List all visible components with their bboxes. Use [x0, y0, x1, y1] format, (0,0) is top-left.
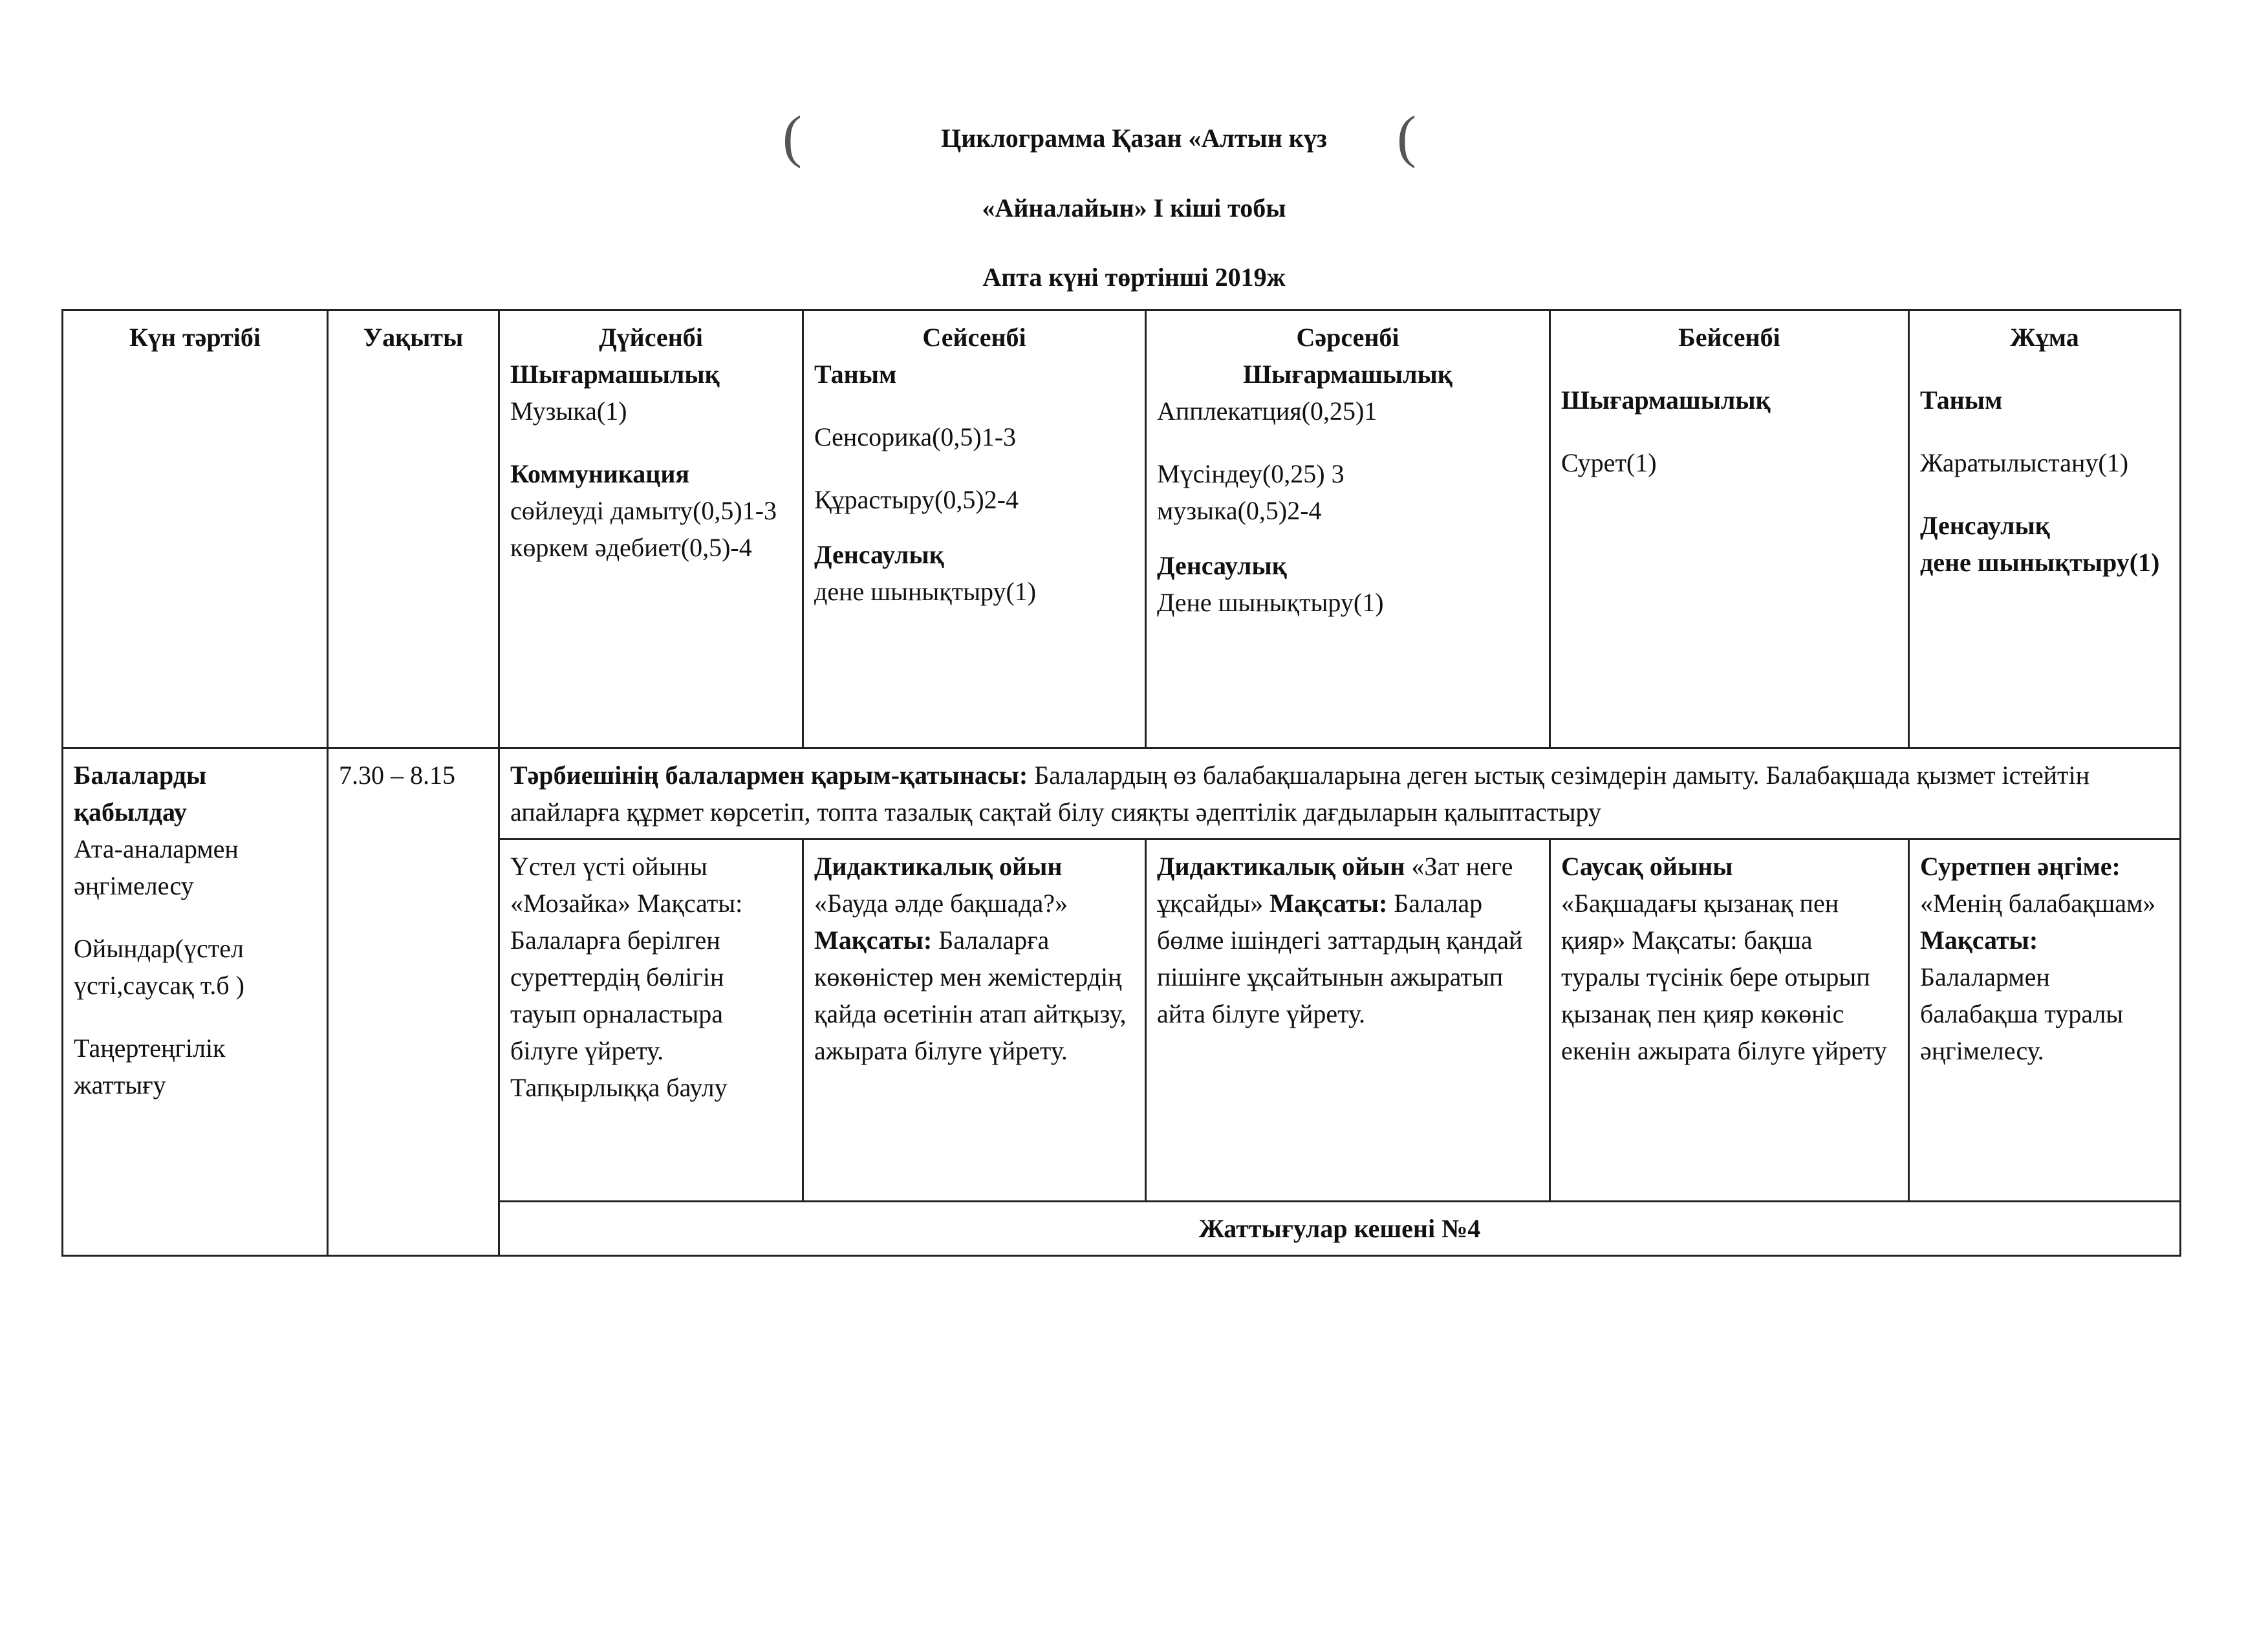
thursday-goal: Мақсаты: бақша туралы түсінік бере отырып қызанақ пен қияр көкөніс екенін ажырата білуге үйрету	[1561, 926, 1887, 1065]
tuesday-goal-label: Мақсаты:	[814, 926, 933, 955]
tuesday-goal: Балаларға көкөністер мен жемістердің қайда өсетінін атап айтқызу, ажырата білуге үйрету.	[814, 926, 1127, 1065]
communication-cell	[499, 748, 2181, 839]
header-time: Уақыты	[328, 310, 499, 748]
wednesday-sub-1: Апплекатция(0,25)1	[1157, 396, 1377, 426]
monday-sub-2: сөйлеуді дамыту(0,5)1-3	[510, 496, 777, 525]
tuesday-sub-2: Құрастыру(0,5)2-4	[814, 485, 1019, 514]
title-line-2: «Айналайын» І кіші тобы	[982, 193, 1286, 222]
thursday-day: Бейсенбі	[1678, 323, 1780, 352]
monday-area-1: Шығармашылық	[510, 360, 720, 389]
header-regime: Күн тәртібі	[63, 310, 328, 748]
tuesday-area-2: Денсаулық	[814, 540, 944, 569]
reception-item-1: Ата-аналармен әңгімелесу	[74, 834, 239, 900]
communication-text: Балалардың өз балабақшаларына деген ыстық сезімдерін дамыту. Балабақшада қызмет істейтін апайларға құрмет көрсетіп, топта тазалық сақтай білу сияқты әдептілік дағдыларын қалыптастыру	[510, 761, 2090, 827]
communication-label: Тәрбиешінің балалармен қарым-қатынасы:	[510, 761, 1028, 790]
wednesday-goal: Балалар бөлме ішіндегі заттардың қандай пішінге ұқсайтынын ажыратып айта білуге үйрету.	[1157, 889, 1523, 1028]
exercise-complex: Жаттығулар кешені №4	[499, 1202, 2181, 1256]
wednesday-area-1: Шығармашылық	[1243, 360, 1453, 389]
wednesday-sub-2: Мүсіндеу(0,25) 3	[1157, 459, 1345, 488]
monday-area-2: Коммуникация	[510, 459, 690, 488]
tuesday-sub-1: Сенсорика(0,5)1-3	[814, 422, 1017, 451]
wednesday-sub-4: Дене шынықтыру(1)	[1157, 588, 1384, 617]
wednesday-activity-title: «Зат неге ұқсайды»	[1157, 852, 1513, 918]
thursday-activity-label: Саусақ ойыны	[1561, 852, 1733, 881]
header-thursday	[1550, 310, 1909, 748]
friday-sub-1: Жаратылыстану(1)	[1920, 448, 2129, 477]
wednesday-activity-label: Дидактикалық ойын	[1157, 852, 1405, 881]
tuesday-activity-title: «Бауда әлде бақшада?»	[814, 889, 1068, 918]
friday-area-2: Денсаулық	[1920, 511, 2050, 540]
header-row	[63, 310, 2181, 748]
activity-friday	[1909, 839, 2181, 1202]
reception-item-3: Таңертеңгілік жаттығу	[74, 1034, 226, 1099]
friday-day: Жұма	[2010, 323, 2079, 352]
tuesday-area-1: Таным	[814, 360, 897, 389]
header-friday	[1909, 310, 2181, 748]
header-wednesday	[1146, 310, 1550, 748]
tuesday-activity-label: Дидактикалық ойын	[814, 852, 1063, 881]
wednesday-area-2: Денсаулық	[1157, 551, 1287, 580]
thursday-area-1: Шығармашылық	[1561, 385, 1771, 415]
title-text-1: Циклограмма Қазан «Алтын күз	[941, 124, 1327, 153]
header-tuesday	[803, 310, 1146, 748]
header-monday	[499, 310, 803, 748]
wednesday-goal-label: Мақсаты:	[1269, 889, 1388, 918]
bracket-mark-right: (	[1397, 105, 1416, 169]
title-line-1	[0, 105, 2268, 169]
thursday-activity-title: «Бақшадағы қызанақ пен қияр»	[1561, 889, 1839, 955]
tuesday-day: Сейсенбі	[922, 323, 1026, 352]
friday-activity-title: «Менің балабақшам»	[1920, 889, 2156, 918]
bracket-mark-left: (	[783, 105, 802, 169]
reception-title: Балаларды қабылдау	[74, 761, 207, 827]
wednesday-day: Сәрсенбі	[1296, 323, 1399, 352]
title-line-3: Апта күні төртінші 2019ж	[982, 263, 1286, 292]
activity-thursday	[1550, 839, 1909, 1202]
activity-wednesday	[1146, 839, 1550, 1202]
monday-sub-1: Музыка(1)	[510, 396, 627, 426]
wednesday-sub-3: музыка(0,5)2-4	[1157, 496, 1322, 525]
reception-cell	[63, 748, 328, 1256]
activity-tuesday	[803, 839, 1146, 1202]
tuesday-sub-3: дене шынықтыру(1)	[814, 577, 1037, 606]
friday-goal-label: Мақсаты:	[1920, 926, 2038, 955]
monday-sub-3: көркем әдебиет(0,5)-4	[510, 533, 752, 562]
monday-day: Дүйсенбі	[599, 323, 703, 352]
friday-sub-2: дене шынықтыру(1)	[1920, 548, 2160, 577]
thursday-sub-1: Сурет(1)	[1561, 448, 1657, 477]
reception-row	[63, 748, 2181, 839]
activity-monday: Үстел үсті ойыны «Мозайка» Мақсаты: Балаларға берілген суреттердің бөлігін тауып орналастыра білуге үйрету. Тапқырлыққа баулу	[499, 839, 803, 1202]
friday-area-1: Таным	[1920, 385, 2003, 415]
reception-item-2: Ойындар(үстел үсті,саусақ т.б )	[74, 934, 244, 1000]
friday-activity-label: Суретпен әңгіме:	[1920, 852, 2121, 881]
reception-time: 7.30 – 8.15	[328, 748, 499, 1256]
schedule-table	[61, 309, 2181, 1257]
friday-goal: Балалармен балабақша туралы әңгімелесу.	[1920, 962, 2124, 1065]
